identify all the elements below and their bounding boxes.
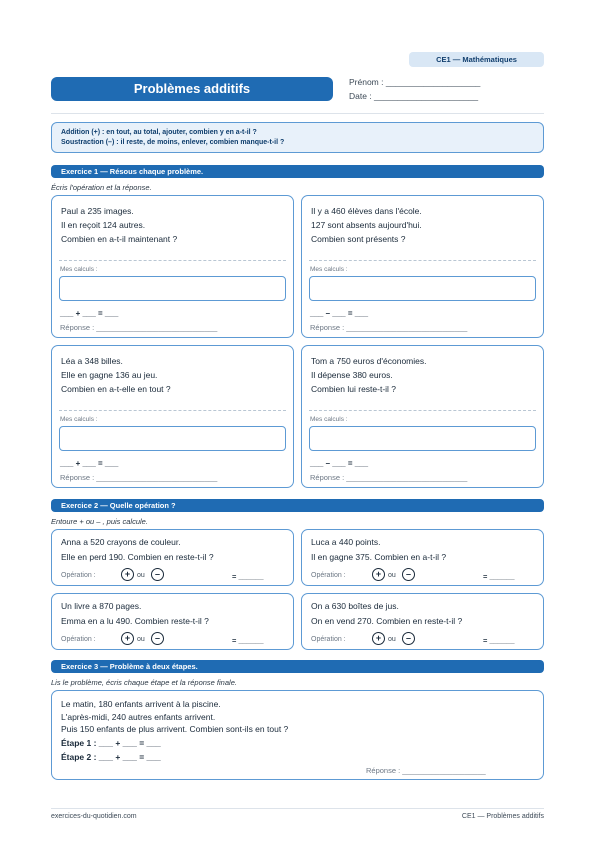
operation-line[interactable]: ___ – ___ = ___ xyxy=(310,309,369,318)
minus-choice[interactable]: – xyxy=(402,568,415,581)
divider xyxy=(59,410,286,411)
minus-choice[interactable]: – xyxy=(151,632,164,645)
problem-card-3 xyxy=(51,345,294,488)
calc-label: Mes calculs : xyxy=(60,266,98,273)
problem-card-4 xyxy=(301,345,544,488)
plus-choice[interactable]: + xyxy=(372,568,385,581)
operation-line[interactable]: ___ + ___ = ___ xyxy=(60,459,119,468)
plus-choice[interactable]: + xyxy=(372,632,385,645)
rules-box xyxy=(51,122,544,153)
operation-card-4 xyxy=(301,593,544,650)
answer-line[interactable]: Réponse : _____________________________ xyxy=(310,473,468,482)
problem-text: Le matin, 180 enfants arrivent à la piscine. L'après-midi, 240 autres enfants arrivent. Puis 150 enfants de plus arrivent. Combien sont-ils en tout ? xyxy=(61,699,289,734)
operation-label: Opération : xyxy=(61,636,96,643)
step-2-line[interactable]: Étape 2 : ___ + ___ = ___ xyxy=(61,752,161,762)
operation-line[interactable]: ___ – ___ = ___ xyxy=(310,459,369,468)
ou-label: ou xyxy=(388,572,396,579)
two-step-problem-card xyxy=(51,690,544,780)
date-field[interactable]: Date : ______________________ xyxy=(349,91,479,101)
soustraction-rule: Soustraction (–) : il reste, de moins, enlever, combien manque-t-il ? xyxy=(61,139,285,146)
problem-text: Paul a 235 images. Il en reçoit 124 autres. Combien en a-t-il maintenant ? xyxy=(61,206,178,244)
prenom-field[interactable]: Prénom : ____________________ xyxy=(349,77,481,87)
exercise-3-instruction: Lis le problème, écris chaque étape et la réponse finale. xyxy=(51,678,237,687)
minus-choice[interactable]: – xyxy=(402,632,415,645)
result-line[interactable]: = ______ xyxy=(232,636,264,645)
problem-card-2 xyxy=(301,195,544,338)
step-1-line[interactable]: Étape 1 : ___ + ___ = ___ xyxy=(61,738,161,748)
operation-line[interactable]: ___ + ___ = ___ xyxy=(60,309,119,318)
problem-text: Un livre a 870 pages. Emma en a lu 490. Combien reste-t-il ? xyxy=(61,601,209,626)
answer-line[interactable]: Réponse : ____________________ xyxy=(366,766,486,775)
divider xyxy=(309,260,536,261)
ou-label: ou xyxy=(137,636,145,643)
operation-label: Opération : xyxy=(311,636,346,643)
problem-text: Anna a 520 crayons de couleur. Elle en perd 190. Combien en reste-t-il ? xyxy=(61,537,214,562)
calc-area[interactable] xyxy=(59,426,286,451)
page-title: Problèmes additifs xyxy=(51,77,333,101)
exercise-2-title: Exercice 2 — Quelle opération ? xyxy=(51,499,544,512)
problem-text: Il y a 460 élèves dans l'école. 127 sont absents aujourd'hui. Combien sont présents ? xyxy=(311,206,422,244)
exercise-1-instruction: Écris l'opération et la réponse. xyxy=(51,183,152,192)
problem-card-1 xyxy=(51,195,294,338)
plus-choice[interactable]: + xyxy=(121,568,134,581)
result-line[interactable]: = ______ xyxy=(483,636,515,645)
exercise-2-instruction: Entoure + ou – , puis calcule. xyxy=(51,517,148,526)
addition-rule: Addition (+) : en tout, au total, ajouter, combien y en a-t-il ? xyxy=(61,129,257,136)
problem-text: Tom a 750 euros d'économies. Il dépense 380 euros. Combien lui reste-t-il ? xyxy=(311,356,427,394)
result-line[interactable]: = ______ xyxy=(232,572,264,581)
ou-label: ou xyxy=(388,636,396,643)
exercise-3-title: Exercice 3 — Problème à deux étapes. xyxy=(51,660,544,673)
calc-area[interactable] xyxy=(309,276,536,301)
divider xyxy=(309,410,536,411)
answer-line[interactable]: Réponse : _____________________________ xyxy=(60,473,218,482)
problem-text: On a 630 boîtes de jus. On en vend 270. Combien en reste-t-il ? xyxy=(311,601,463,626)
operation-card-3 xyxy=(51,593,294,650)
problem-text: Léa a 348 billes. Elle en gagne 136 au jeu. Combien en a-t-elle en tout ? xyxy=(61,356,171,394)
operation-card-2 xyxy=(301,529,544,586)
plus-choice[interactable]: + xyxy=(121,632,134,645)
calc-label: Mes calculs : xyxy=(310,416,348,423)
exercise-1-title: Exercice 1 — Résous chaque problème. xyxy=(51,165,544,178)
answer-line[interactable]: Réponse : _____________________________ xyxy=(310,323,468,332)
calc-label: Mes calculs : xyxy=(60,416,98,423)
problem-text: Luca a 440 points. Il en gagne 375. Combien en a-t-il ? xyxy=(311,537,447,562)
ou-label: ou xyxy=(137,572,145,579)
operation-label: Opération : xyxy=(311,572,346,579)
level-badge: CE1 — Mathématiques xyxy=(409,52,544,67)
footer-divider xyxy=(51,808,544,809)
calc-area[interactable] xyxy=(309,426,536,451)
operation-card-1 xyxy=(51,529,294,586)
minus-choice[interactable]: – xyxy=(151,568,164,581)
divider xyxy=(59,260,286,261)
header-divider xyxy=(51,113,544,114)
operation-label: Opération : xyxy=(61,572,96,579)
result-line[interactable]: = ______ xyxy=(483,572,515,581)
calc-area[interactable] xyxy=(59,276,286,301)
calc-label: Mes calculs : xyxy=(310,266,348,273)
footer-site: exercices-du-quotidien.com xyxy=(51,813,137,820)
footer-title: CE1 — Problèmes additifs xyxy=(461,813,544,820)
answer-line[interactable]: Réponse : _____________________________ xyxy=(60,323,218,332)
